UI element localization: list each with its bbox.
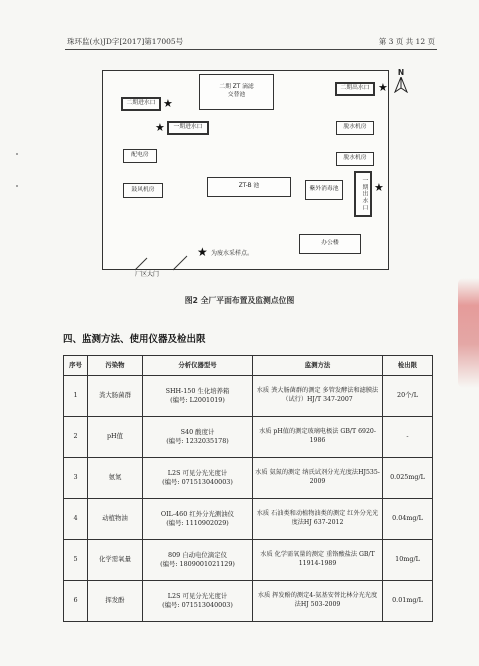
building-uv-room: 紫外消毒池 <box>305 180 343 200</box>
sampling-point-legend-star: ★ <box>197 245 208 259</box>
north-label: N <box>397 68 405 77</box>
building-inlet-phase2: 二期进水口 <box>121 97 161 111</box>
header-limit: 检出限 <box>383 356 433 376</box>
table-row <box>64 499 433 540</box>
cell-instrument: OIL-460 红外分光测油仪 (编号: 1110902029) <box>143 499 253 540</box>
cell-instrument: 809 自动电位滴定仪 (编号: 1809001021129) <box>143 540 253 581</box>
building-inlet-phase1: 一期进水口 <box>167 121 209 135</box>
cell-no: 5 <box>64 540 88 581</box>
north-arrow <box>394 68 408 93</box>
cell-pollutant: 氨氮 <box>88 458 143 499</box>
cell-pollutant: 粪大肠菌群 <box>88 376 143 417</box>
table-row <box>64 458 433 499</box>
sampling-point-star: ★ <box>155 121 165 134</box>
building-tank-phase2: 二期 ZT 滴滤 交替池 <box>199 74 274 110</box>
header-method: 监测方法 <box>253 356 383 376</box>
table-row <box>64 540 433 581</box>
table-row <box>64 417 433 458</box>
scan-speck <box>16 185 18 187</box>
sampling-point-star: ★ <box>163 97 173 110</box>
table-row <box>64 581 433 622</box>
cell-no: 1 <box>64 376 88 417</box>
building-zt-b: ZT-B 池 <box>207 177 291 197</box>
document-number: 珠环监(水)JD字[2017]第17005号 <box>67 37 184 46</box>
cell-method: 水质 化学需氧量的测定 重铬酸盐法 GB/T 11914-1989 <box>253 540 383 581</box>
building-dewater-2: 脱水机房 <box>336 152 374 166</box>
building-outlet-phase1: 一期出水口 <box>354 171 372 217</box>
cell-pollutant: 挥发酚 <box>88 581 143 622</box>
cell-no: 6 <box>64 581 88 622</box>
table-header-row <box>64 356 433 376</box>
header-no: 序号 <box>64 356 88 376</box>
methods-table <box>63 355 433 622</box>
cell-no: 2 <box>64 417 88 458</box>
cell-instrument: SHH-150 生化培养箱 (编号: L2001019) <box>143 376 253 417</box>
site-plan <box>102 70 389 270</box>
building-blower-room: 鼓风机房 <box>123 183 163 198</box>
cell-method: 水质 粪大肠菌群的测定 多管发酵法和滤膜法（试行）HJ/T 347-2007 <box>253 376 383 417</box>
figure-caption: 图2 全厂平面布置及监测点位图 <box>184 296 295 305</box>
sampling-point-star: ★ <box>378 81 388 94</box>
cell-pollutant: pH值 <box>88 417 143 458</box>
cell-limit: 0.01mg/L <box>383 581 433 622</box>
cell-pollutant: 动植物油 <box>88 499 143 540</box>
page-indicator: 第 3 页 共 12 页 <box>378 37 435 46</box>
building-power-room: 配电房 <box>123 149 157 163</box>
sampling-point-star: ★ <box>374 181 384 194</box>
header-pollutant: 污染物 <box>88 356 143 376</box>
cell-method: 水质 pH值的测定玻璃电极法 GB/T 6920-1986 <box>253 417 383 458</box>
red-seal-stamp <box>458 278 479 388</box>
cell-method: 水质 石油类和动植物油类的测定 红外分光光度法HJ 637-2012 <box>253 499 383 540</box>
header-rule <box>65 49 437 50</box>
sampling-point-legend-text: 为废水采样点。 <box>211 250 254 257</box>
cell-instrument: L2S 可见分光光度计 (编号: 071513040003) <box>143 581 253 622</box>
cell-limit: 20个/L <box>383 376 433 417</box>
cell-instrument: L2S 可见分光光度计 (编号: 071513040003) <box>143 458 253 499</box>
cell-limit: 0.04mg/L <box>383 499 433 540</box>
section-title: 四、监测方法、使用仪器及检出限 <box>63 334 206 345</box>
scan-speck <box>16 153 18 155</box>
cell-pollutant: 化学需氧量 <box>88 540 143 581</box>
cell-instrument: S40 酸度计 (编号: 1232035178) <box>143 417 253 458</box>
cell-no: 4 <box>64 499 88 540</box>
table-row <box>64 376 433 417</box>
cell-method: 水质 氨氮的测定 纳氏试剂分光光度法HJ535-2009 <box>253 458 383 499</box>
building-office: 办公楼 <box>299 234 361 254</box>
cell-limit: 0.025mg/L <box>383 458 433 499</box>
building-dewater-1: 脱水机房 <box>336 121 374 135</box>
cell-no: 3 <box>64 458 88 499</box>
header-instrument: 分析仪器型号 <box>143 356 253 376</box>
north-arrow-icon <box>394 77 408 93</box>
cell-limit: 10mg/L <box>383 540 433 581</box>
building-outlet-phase2: 二期出水口 <box>335 82 375 96</box>
gate-label: 厂区大门 <box>135 271 160 278</box>
cell-method: 水质 挥发酚的测定4-氨基安替比林分光光度法HJ 503-2009 <box>253 581 383 622</box>
cell-limit: - <box>383 417 433 458</box>
